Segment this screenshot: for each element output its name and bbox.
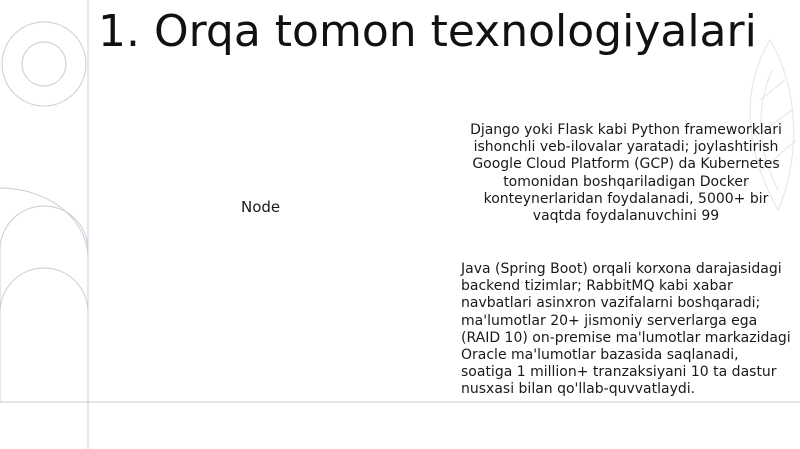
small-circle [22, 42, 66, 86]
upper-arch [0, 206, 88, 340]
large-circle [2, 22, 86, 106]
lower-arch [0, 268, 88, 402]
python-backend-description: Django yoki Flask kabi Python frameworklari ishonchli veb-ilovalar yaratadi; joylashtirish Google Cloud Platform (GCP) da Kubernetes tomonidan boshqariladigan Docker konteynerlaridan foydalanadi, 5000+ bir vaqtda foydalanuvchini 99 [470, 122, 782, 225]
slide-title: 1. Orqa tomon texnologiyalari [98, 6, 757, 57]
corner-curve [0, 188, 88, 258]
leaf-motif-vein-1 [760, 80, 785, 100]
java-backend-description: Java (Spring Boot) orqali korxona darajasidagi backend tizimlar; RabbitMQ kabi xabar navbatlari asinxron vazifalarni boshqaradi; ma'lumotlar 20+ jismoniy serverlarga ega (RAID 10) on-premise ma'lumotlar markazidagi Oracle ma'lumotlar bazasida saqlanadi, soatiga 1 million+ tranzaksiyani 10 ta dastur nusxasi bilan qo'llab-quvvatlaydi. [461, 261, 791, 398]
node-label: Node [241, 198, 281, 216]
